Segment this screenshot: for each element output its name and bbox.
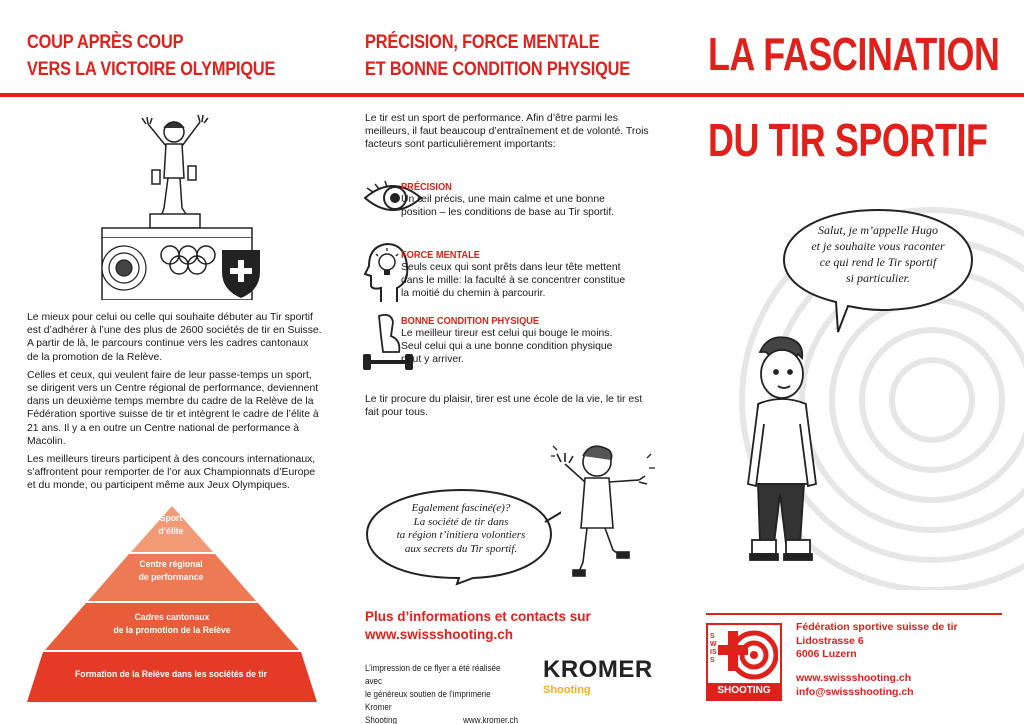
- paragraph-clubs: Le mieux pour celui ou celle qui souhaite débuter au Tir sportif est d’adhérer à l’une des plus de 2600 sociétés de tir en Suisse. A partir de là, le parcours continue vers les cadres cantonaux de la promotion de la Relève.: [27, 312, 322, 363]
- pyramid-level-cantonal-line-2: de la promotion de la Relève: [113, 625, 231, 636]
- pyramid-level-cantonal: [91, 611, 253, 637]
- hugo-bubble-text: [790, 222, 966, 286]
- pyramid-level-elite-line-1: Sport: [159, 513, 183, 524]
- federation-email-link[interactable]: info@swissshooting.ch: [796, 685, 914, 698]
- heading-line-1: PRÉCISION, FORCE MENTALE: [365, 32, 600, 53]
- printer-credit: [365, 662, 518, 724]
- federation-street: Lidostrasse 6: [796, 634, 864, 647]
- podium-illustration: [92, 110, 272, 300]
- column-olympic-path: [0, 0, 341, 724]
- column-cover: [682, 0, 1024, 724]
- intro-text: Le tir est un sport de performance. Afin d’être parmi les meilleurs, il faut beaucoup d’entraînement et de volonté. Trois facteurs sont particulièrement importants:: [365, 113, 649, 151]
- factor-physical-title: BONNE CONDITION PHYSIQUE: [401, 315, 540, 327]
- heading-line-1: COUP APRÈS COUP: [27, 32, 184, 53]
- federation-city: 6006 Luzern: [796, 648, 857, 660]
- pyramid-level-clubs: Formation de la Relève dans les sociétés de tir: [75, 669, 267, 680]
- target-cross-icon: [716, 627, 778, 681]
- kromer-logo-sub: Shooting: [543, 684, 591, 696]
- kromer-url[interactable]: www.kromer.ch: [463, 715, 518, 724]
- bubble-line-4: aux secrets du Tir sportif.: [404, 542, 518, 555]
- pyramid-level-regional: [117, 558, 225, 584]
- printer-credit-line-3: Shooting: [365, 715, 397, 724]
- website-link[interactable]: www.swissshooting.ch: [365, 627, 514, 642]
- heading-line-2: ET BONNE CONDITION PHYSIQUE: [365, 59, 631, 80]
- paragraph-international: Les meilleurs tireurs participent à des concours internationaux, s’affrontent pour remporter de l’or aux Championnats d’Europe et du monde, ou participent même aux Jeux Olympiques.: [27, 454, 316, 492]
- factor-mental-text: Seuls ceux qui sont prêts dans leur tête mettent dans le mille: la faculté à se concentrer constitue la moitié du chemin à parcourir.: [401, 262, 626, 300]
- hugo-bubble-line-3: ce qui rend le Tir sportif: [819, 255, 937, 269]
- federation-website-link[interactable]: www.swissshooting.ch: [796, 672, 912, 684]
- kromer-logo: KROMER: [543, 656, 653, 683]
- factor-physical-text: Le meilleur tireur est celui qui bouge le moins. Seul celui qui a une bonne condition physique peut y arriver.: [401, 328, 613, 366]
- factor-precision: [401, 181, 671, 219]
- federation-name: Fédération sportive suisse de tir: [796, 621, 958, 633]
- bubble-line-3: ta région t’initiera volontiers: [396, 529, 526, 541]
- hugo-illustration: [738, 334, 824, 578]
- column-factors: [341, 0, 682, 724]
- bubble-text: [371, 502, 551, 556]
- pyramid-level-regional-line-1: Centre régional: [139, 559, 203, 570]
- heading-line-2: VERS LA VICTOIRE OLYMPIQUE: [27, 59, 276, 80]
- factor-precision-title: PRÉCISION: [401, 181, 452, 193]
- hugo-bubble-line-1: Salut, je m’appelle Hugo: [818, 223, 938, 237]
- jumping-boy-illustration: [547, 432, 657, 592]
- pyramid-level-regional-line-2: de performance: [138, 572, 204, 583]
- factor-physical: [401, 315, 671, 367]
- bubble-line-1: Egalement fasciné(e)?: [411, 502, 511, 514]
- contact-line-1: Plus d’informations et contacts sur: [365, 609, 591, 624]
- hugo-bubble-line-4: si particulier.: [845, 271, 910, 285]
- federation-contact: [796, 672, 914, 699]
- logo-swiss-text: SWISS: [710, 633, 717, 664]
- title-line-2: DU TIR SPORTIF: [708, 114, 988, 166]
- pyramid-level-cantonal-line-1: Cadres cantonaux: [134, 612, 210, 623]
- outro-text: Le tir procure du plaisir, tirer est une école de la vie, le tir est fait pour tous.: [365, 394, 643, 419]
- swiss-shooting-logo: [706, 623, 782, 701]
- factor-mental: [401, 249, 671, 301]
- printer-credit-line-1: L’impression de ce flyer a été réalisée avec: [365, 663, 501, 686]
- footer-rule: [706, 613, 1002, 615]
- body-text: [27, 311, 322, 498]
- pyramid-level-elite-line-2: d’élite: [158, 526, 184, 537]
- title-line-1: LA FASCINATION: [708, 28, 1000, 80]
- federation-address: [796, 621, 958, 662]
- bubble-line-2: La société de tir dans: [413, 515, 509, 528]
- printer-credit-line-2: le généreux soutien de l’imprimerie Kromer: [365, 689, 491, 712]
- logo-shooting-text: SHOOTING: [708, 683, 780, 699]
- hugo-bubble-line-2: et je souhaite vous raconter: [811, 239, 945, 253]
- paragraph-centres: Celles et ceux, qui veulent faire de leur passe-temps un sport, se dirigent vers un Centre régional de performance, deviennent dans un deuxième temps membre du cadre de la Relève de la Fédération sportive suisse de tir et intègrent le cadre de l’élite à 21 ans. Il y a en outre un Centre national de performance à Macolin.: [27, 369, 319, 447]
- factor-precision-text: Un œil précis, une main calme et une bonne position – les conditions de base au Tir sportif.: [401, 194, 615, 219]
- factor-mental-title: FORCE MENTALE: [401, 249, 480, 261]
- pyramid-level-elite: [144, 512, 198, 538]
